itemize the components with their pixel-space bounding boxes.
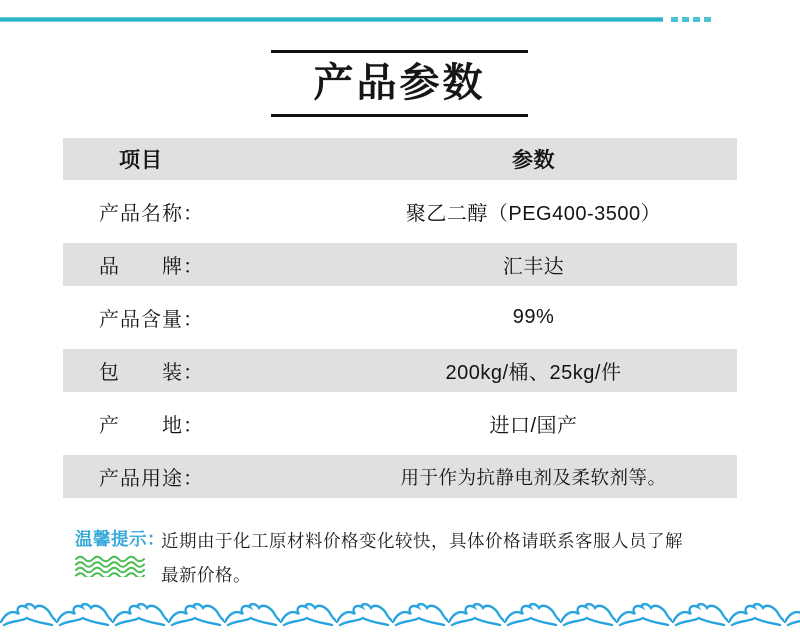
table-row [63,349,737,392]
notice-line2: 最新价格。 [161,565,251,585]
parameters-table [63,138,737,498]
table-body [63,180,737,498]
row-value: 200kg/桶、25kg/件 [445,362,622,384]
column-header-item: 项目 [119,149,163,172]
page-title: 产品参数 [313,61,486,105]
wave-border-decoration [0,602,800,630]
accent-dash [693,17,700,22]
row-label: 品 牌： [99,256,204,278]
row-label: 产品名称： [99,203,204,225]
row-value: 用于作为抗静电剂及柔软剂等。 [400,466,667,488]
title-rule-bottom [271,114,528,117]
title-block [271,50,528,117]
column-header-param: 参数 [512,149,555,172]
row-label: 包 装： [99,362,204,384]
row-value: 99% [512,306,555,328]
top-accent-line [0,17,663,22]
table-row [63,243,737,286]
title-rule-top [271,50,528,53]
notice-label: 温馨提示： [75,529,165,549]
row-value: 汇丰达 [502,256,565,278]
squiggle-underline-icon [75,555,151,577]
notice [75,524,765,592]
table-row [63,392,737,455]
row-label: 产品含量： [99,309,204,331]
row-value: 进口/国产 [489,415,578,437]
row-value: 聚乙二醇（PEG400-3500） [405,203,662,225]
table-header-row [63,138,737,180]
accent-dash [682,17,689,22]
table-row [63,455,737,498]
row-label: 产 地： [99,415,204,437]
notice-text [161,524,765,592]
row-label: 产品用途： [99,468,204,490]
notice-label-block [75,524,165,577]
accent-dash [671,17,678,22]
accent-dash [704,17,711,22]
notice-line1: 近期由于化工原材料价格变化较快，具体价格请联系客服人员了解 [161,531,683,551]
top-accent-dashes [671,17,711,22]
table-row [63,286,737,349]
table-row [63,180,737,243]
